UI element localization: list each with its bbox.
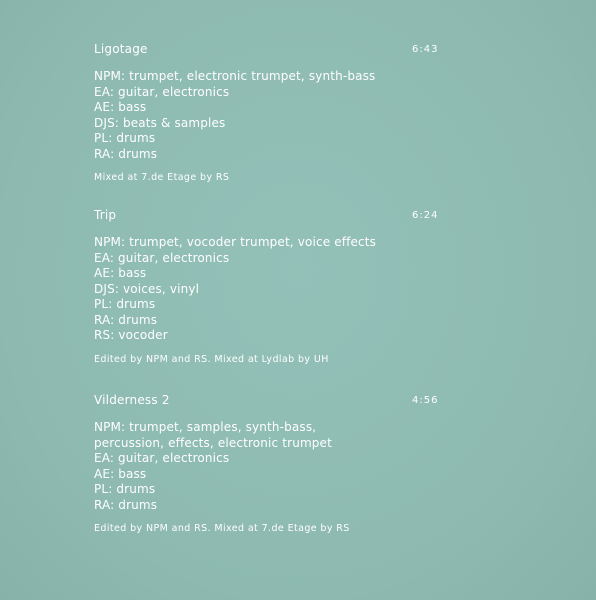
- credit-line: DJS: beats & samples: [94, 115, 226, 130]
- credit-line: PL: drums: [94, 297, 156, 311]
- credit-line: EA: guitar, electronics: [94, 84, 230, 99]
- track-note: Edited by NPM and RS. Mixed at Lydlab by UH: [94, 353, 329, 365]
- credit-line: percussion, effects, electronic trumpet: [94, 435, 332, 450]
- credit-line: RA: drums: [94, 312, 158, 327]
- credit-line: DJS: voices, vinyl: [94, 281, 200, 296]
- credit-line: AE: bass: [94, 266, 147, 280]
- track-credits: [94, 420, 444, 513]
- track-duration: 6:24: [412, 210, 439, 221]
- track-header: [94, 393, 444, 413]
- track-header: [94, 42, 444, 62]
- track-header: [94, 208, 444, 228]
- credit-line: AE: bass: [94, 100, 147, 114]
- track-title: Vilderness 2: [94, 393, 170, 407]
- track-credits: [94, 235, 444, 344]
- credit-line: EA: guitar, electronics: [94, 451, 230, 465]
- track-trip: [94, 208, 444, 365]
- track-note: Edited by NPM and RS. Mixed at 7.de Etage by RS: [94, 523, 350, 534]
- track-credits: [94, 69, 444, 162]
- track-vilderness-2: [94, 393, 444, 534]
- credit-line: RS: vocoder: [94, 328, 168, 342]
- credit-line: PL: drums: [94, 482, 156, 496]
- track-ligotage: [94, 42, 444, 183]
- credit-line: RA: drums: [94, 497, 158, 512]
- credit-line: NPM: trumpet, samples, synth-bass,: [94, 420, 317, 434]
- credit-line: NPM: trumpet, electronic trumpet, synth-bass: [94, 69, 376, 83]
- track-note: Mixed at 7.de Etage by RS: [94, 172, 230, 183]
- credit-line: AE: bass: [94, 466, 147, 481]
- credit-line: PL: drums: [94, 131, 156, 145]
- credit-line: EA: guitar, electronics: [94, 250, 230, 265]
- track-title: Ligotage: [94, 42, 148, 56]
- track-title: Trip: [94, 208, 117, 222]
- credit-line: NPM: trumpet, vocoder trumpet, voice effects: [94, 235, 377, 249]
- track-duration: 4:56: [412, 395, 439, 406]
- credit-line: RA: drums: [94, 146, 158, 161]
- track-duration: 6:43: [412, 44, 439, 55]
